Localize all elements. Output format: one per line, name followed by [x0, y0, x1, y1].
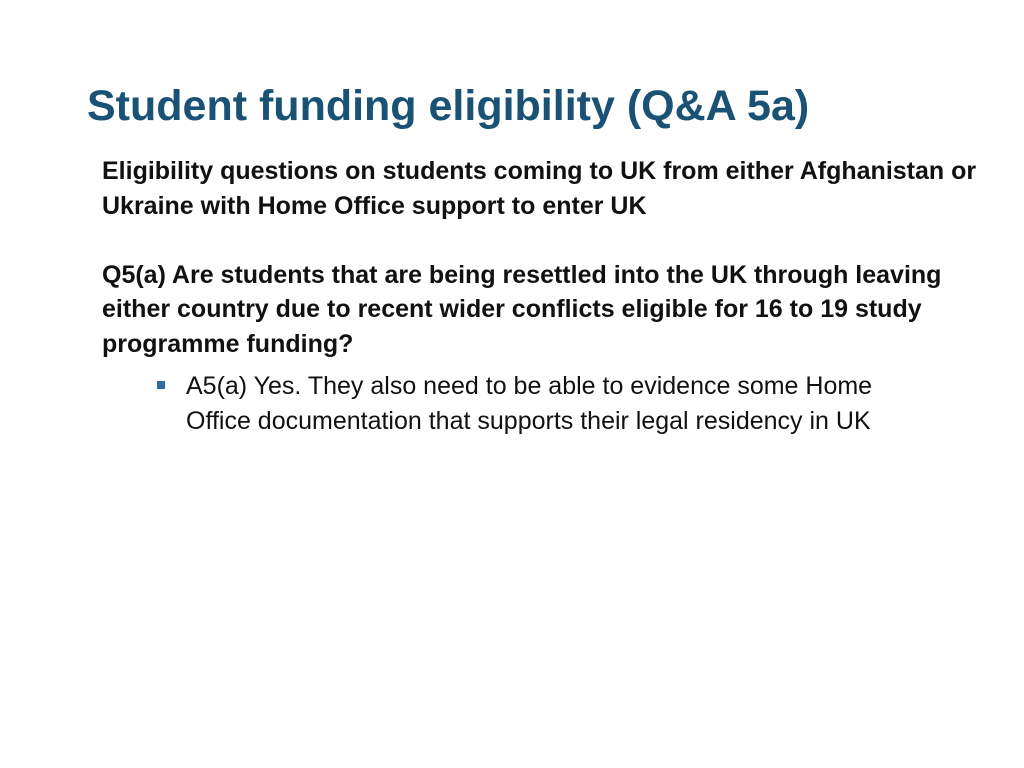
slide-body — [102, 154, 982, 438]
paragraph-spacer — [102, 223, 982, 258]
answer-text: A5(a) Yes. They also need to be able to evidence some Home Office documentation that supports their legal residency in UK — [186, 372, 873, 435]
square-bullet-icon — [157, 381, 165, 389]
question-text: Q5(a) Are students that are being resettled into the UK through leaving either country due to recent wider conflicts eligible for 16 to 19 study programme funding? — [102, 260, 942, 358]
slide-title: Student funding eligibility (Q&A 5a) — [87, 82, 810, 130]
answer-item — [154, 369, 906, 438]
answer-list — [102, 369, 982, 438]
intro-text: Eligibility questions on students coming to UK from either Afghanistan or Ukraine with Home Office support to enter UK — [102, 157, 977, 220]
